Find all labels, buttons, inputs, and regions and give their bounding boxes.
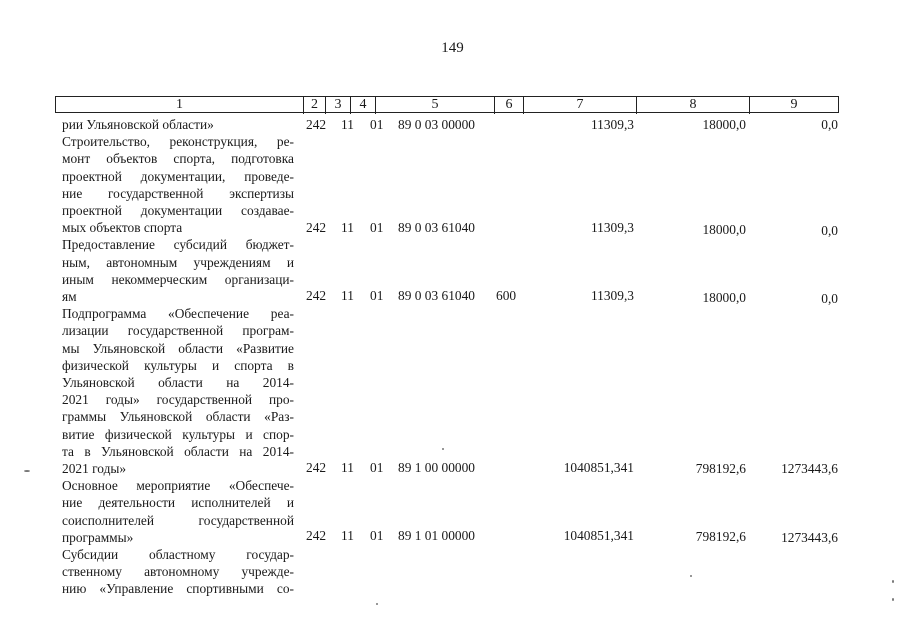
- description-line: 2021 годы» государственной про-: [62, 392, 294, 408]
- description-line: граммы Ульяновской области «Раз-: [62, 409, 294, 425]
- description-line: проектной документации создавае-: [62, 203, 294, 219]
- description-line: Подпрограмма «Обеспечение реа-: [62, 306, 294, 322]
- cell-col-8: 798192,6: [695, 461, 746, 476]
- cell-col-9: 0,0: [821, 223, 838, 238]
- cell-col-2: 242: [306, 460, 327, 475]
- scan-speck: [442, 448, 444, 450]
- cell-col-7: 11309,3: [590, 220, 634, 235]
- description-line: Субсидии областному государ-: [62, 547, 294, 563]
- cell-col-7: 1040851,341: [563, 528, 634, 543]
- header-col-9: 9: [749, 97, 838, 114]
- scan-speck: [24, 470, 30, 472]
- description-line: ям: [62, 289, 77, 305]
- cell-col-2: 242: [306, 288, 327, 303]
- description-line: проектной документации, проведе-: [62, 168, 294, 184]
- scan-speck: [690, 575, 692, 577]
- cell-col-7: 11309,3: [590, 288, 634, 303]
- cell-col-3: 11: [341, 460, 354, 475]
- description-line: та в Ульяновской области на 2014-: [62, 443, 294, 459]
- description-line: ственному автономному учрежде-: [62, 564, 294, 580]
- header-col-3: 3: [325, 97, 350, 114]
- table-header-row: [55, 96, 839, 113]
- description-line: соисполнителей государственной: [62, 512, 294, 528]
- description-line: программы»: [62, 529, 134, 545]
- cell-col-3: 11: [341, 117, 354, 132]
- header-col-4: 4: [350, 97, 375, 114]
- header-col-5: 5: [375, 97, 494, 114]
- cell-col-7: 1040851,341: [563, 460, 634, 475]
- description-line: ние государственной экспертизы: [62, 185, 294, 201]
- cell-col-2: 242: [306, 117, 327, 132]
- cell-col-9: 0,0: [821, 291, 838, 306]
- description-line: ние деятельности исполнителей и: [62, 495, 294, 511]
- description-line: лизации государственной програм-: [62, 323, 294, 339]
- description-line: Строительство, реконструкция, ре-: [62, 134, 294, 150]
- scan-speck: [892, 598, 894, 601]
- description-line: мых объектов спорта: [62, 220, 183, 236]
- cell-col-5: 89 1 00 00000: [398, 460, 475, 475]
- cell-col-4: 01: [370, 460, 384, 475]
- description-line: рии Ульяновской области»: [62, 117, 214, 132]
- header-col-8: 8: [636, 97, 749, 114]
- header-col-7: 7: [523, 97, 636, 114]
- header-col-1: 1: [176, 97, 183, 112]
- cell-col-6: 600: [496, 288, 517, 303]
- description-line: витие физической культуры и спор-: [62, 426, 294, 442]
- description-line: Ульяновской области на 2014-: [62, 375, 294, 391]
- scan-speck: [892, 580, 894, 583]
- cell-col-8: 18000,0: [702, 290, 746, 305]
- cell-col-9: 1273443,6: [781, 530, 838, 545]
- cell-col-4: 01: [370, 528, 384, 543]
- header-col-6: 6: [494, 97, 523, 114]
- description-line: ным, автономным учреждениям и: [62, 254, 294, 270]
- cell-col-7: 11309,3: [590, 117, 634, 132]
- description-line: мы Ульяновской области «Развитие: [62, 340, 294, 356]
- cell-col-8: 18000,0: [702, 222, 746, 237]
- description-line: монт объектов спорта, подготовка: [62, 151, 294, 167]
- scan-speck: [376, 603, 378, 605]
- cell-col-3: 11: [341, 220, 354, 235]
- description-line: Основное мероприятие «Обеспече-: [62, 478, 294, 494]
- header-col-2: 2: [303, 97, 325, 114]
- cell-col-8: 798192,6: [695, 529, 746, 544]
- cell-col-2: 242: [306, 528, 327, 543]
- description-line: нию «Управление спортивными со-: [62, 581, 294, 597]
- cell-col-5: 89 0 03 61040: [398, 220, 475, 235]
- cell-col-3: 11: [341, 528, 354, 543]
- cell-col-4: 01: [370, 117, 384, 132]
- cell-col-8: 18000,0: [702, 117, 746, 132]
- cell-col-4: 01: [370, 288, 384, 303]
- description-line: физической культуры и спорта в: [62, 357, 294, 373]
- cell-col-5: 89 1 01 00000: [398, 528, 475, 543]
- cell-col-5: 89 0 03 00000: [398, 117, 475, 132]
- cell-col-4: 01: [370, 220, 384, 235]
- cell-col-3: 11: [341, 288, 354, 303]
- description-line: иным некоммерческим организаци-: [62, 271, 294, 287]
- cell-col-5: 89 0 03 61040: [398, 288, 475, 303]
- cell-col-9: 0,0: [821, 117, 838, 132]
- cell-col-2: 242: [306, 220, 327, 235]
- page-number: 149: [441, 40, 464, 56]
- description-column: [62, 116, 294, 598]
- cell-col-9: 1273443,6: [781, 461, 838, 476]
- description-line: Предоставление субсидий бюджет-: [62, 237, 294, 253]
- description-line: 2021 годы»: [62, 461, 127, 477]
